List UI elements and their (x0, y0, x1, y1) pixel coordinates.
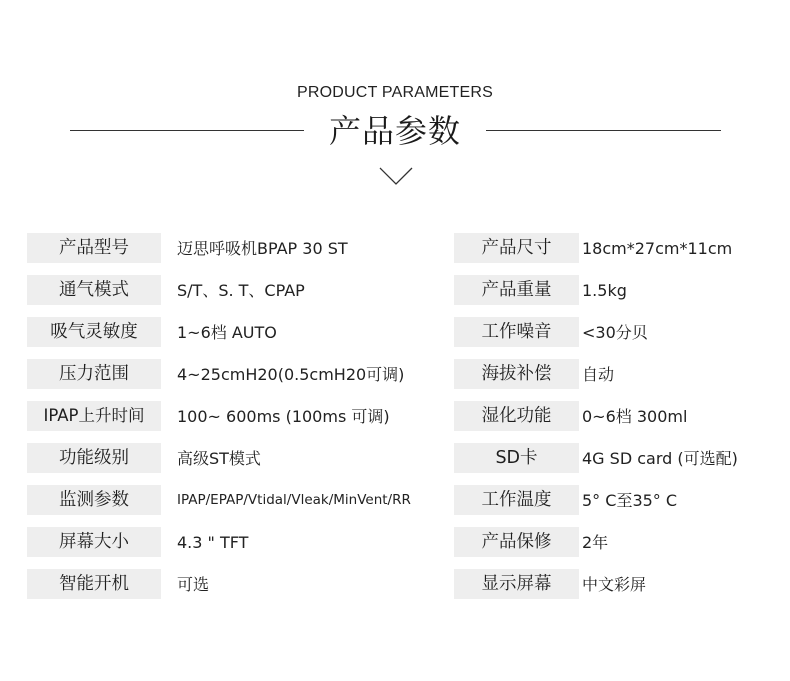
table-row (27, 443, 767, 473)
param-value: 100~ 600ms (100ms 可调) (177, 407, 390, 426)
param-value: S/T、S. T、CPAP (177, 281, 305, 300)
param-value: 18cm*27cm*11cm (582, 239, 733, 258)
table-row (27, 569, 767, 599)
param-value: 5° C至35° C (582, 491, 678, 510)
table-row (27, 485, 767, 515)
chevron-down-icon (379, 166, 413, 186)
table-row (27, 317, 767, 347)
param-value: 4.3 " TFT (177, 533, 249, 552)
table-row (27, 527, 767, 557)
param-value: 2年 (582, 533, 609, 552)
param-value: 0~6档 300ml (582, 407, 688, 426)
param-value: 高级ST模式 (177, 449, 261, 468)
param-value: 可选 (177, 575, 210, 594)
param-label: 产品重量 (454, 275, 579, 305)
table-row (27, 359, 767, 389)
param-value: 4G SD card (可选配) (582, 449, 738, 468)
table-row (27, 233, 767, 263)
param-value: 自动 (582, 365, 615, 384)
param-label: 显示屏幕 (454, 569, 579, 599)
param-label: 湿化功能 (454, 401, 579, 431)
param-value: 1~6档 AUTO (177, 323, 277, 342)
param-label: 屏幕大小 (27, 527, 161, 557)
param-value: IPAP/EPAP/Vtidal/Vleak/MinVent/RR (177, 492, 411, 508)
param-value: 1.5kg (582, 281, 627, 300)
param-label: 工作温度 (454, 485, 579, 515)
param-label: 产品保修 (454, 527, 579, 557)
section-subtitle: PRODUCT PARAMETERS (297, 84, 493, 101)
param-label: 压力范围 (27, 359, 161, 389)
param-label: SD卡 (454, 443, 579, 473)
param-label: 智能开机 (27, 569, 161, 599)
param-label: 产品型号 (27, 233, 161, 263)
param-value: 中文彩屏 (582, 575, 647, 594)
param-label: 海拔补偿 (454, 359, 579, 389)
param-value: 迈思呼吸机BPAP 30 ST (177, 239, 348, 258)
section-title: 产品参数 (328, 112, 461, 150)
param-label: IPAP上升时间 (27, 401, 161, 431)
table-row (27, 275, 767, 305)
param-label: 通气模式 (27, 275, 161, 305)
param-label: 吸气灵敏度 (27, 317, 161, 347)
param-value: 4~25cmH20(0.5cmH20可调) (177, 365, 405, 384)
param-label: 工作噪音 (454, 317, 579, 347)
param-label: 产品尺寸 (454, 233, 579, 263)
param-label: 监测参数 (27, 485, 161, 515)
table-row (27, 401, 767, 431)
param-label: 功能级别 (27, 443, 161, 473)
param-value: <30分贝 (582, 323, 648, 342)
